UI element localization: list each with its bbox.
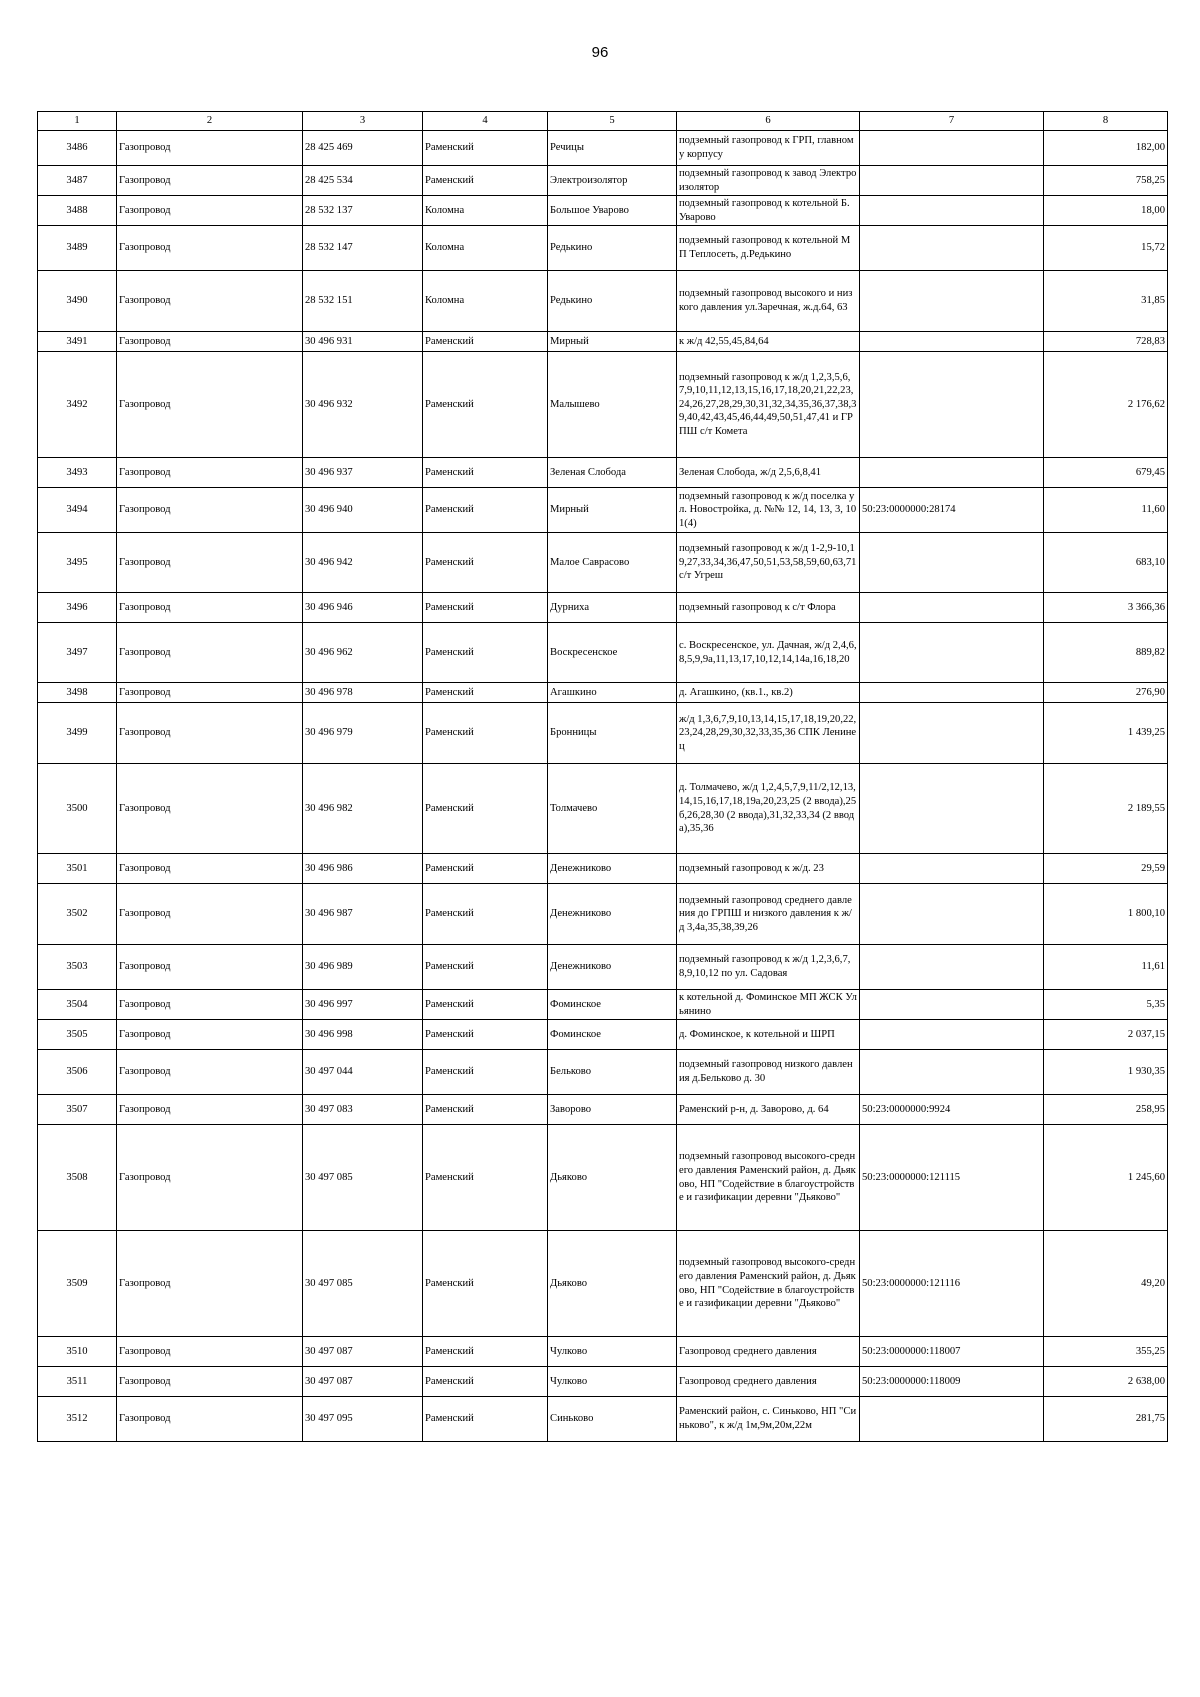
inventory-number-cell: 30 496 986 [303,854,423,884]
description-cell: Раменский р-н, д. Заворово, д. 64 [677,1095,860,1125]
locality-cell: Синьково [548,1397,677,1442]
length-value-cell: 182,00 [1044,131,1168,166]
cadastral-number-cell [860,332,1044,352]
table-row [38,1020,1168,1050]
inventory-number-cell: 30 497 083 [303,1095,423,1125]
description-cell: Раменский район, с. Синьково, НП "Синьково", к ж/д 1м,9м,20м,22м [677,1397,860,1442]
locality-cell: Дьяково [548,1125,677,1231]
description-cell: д. Толмачево, ж/д 1,2,4,5,7,9,11/2,12,13,14,15,16,17,18,19а,20,23,25 (2 ввода),25б,26,28,30 (2 ввода),31,32,33,34 (2 ввода),35,36 [677,764,860,854]
row-number-cell: 3498 [38,683,117,703]
column-header: 3 [303,112,423,131]
table-row [38,1231,1168,1337]
table-row [38,1337,1168,1367]
cadastral-number-cell [860,623,1044,683]
table-row [38,884,1168,945]
inventory-number-cell: 30 497 044 [303,1050,423,1095]
row-number-cell: 3494 [38,488,117,533]
row-number-cell: 3500 [38,764,117,854]
cadastral-number-cell: 50:23:0000000:118007 [860,1337,1044,1367]
cadastral-number-cell [860,1050,1044,1095]
object-type-cell: Газопровод [117,1397,303,1442]
description-cell: подземный газопровод к с/т Флора [677,593,860,623]
cadastral-number-cell [860,990,1044,1020]
description-cell: Газопровод среднего давления [677,1367,860,1397]
cadastral-number-cell [860,166,1044,196]
cadastral-number-cell [860,683,1044,703]
column-header: 5 [548,112,677,131]
object-type-cell: Газопровод [117,352,303,458]
inventory-number-cell: 30 497 087 [303,1367,423,1397]
cadastral-number-cell [860,271,1044,332]
description-cell: к ж/д 42,55,45,84,64 [677,332,860,352]
locality-cell: Чулково [548,1337,677,1367]
object-type-cell: Газопровод [117,1337,303,1367]
length-value-cell: 683,10 [1044,533,1168,593]
description-cell: подземный газопровод высокого-среднего давления Раменский район, д. Дьяково, НП "Содействие в благоустройстве и газификации деревни "Дьяково" [677,1231,860,1337]
row-number-cell: 3499 [38,703,117,764]
column-header: 7 [860,112,1044,131]
cadastral-number-cell: 50:23:0000000:118009 [860,1367,1044,1397]
table-row [38,623,1168,683]
page-number: 96 [591,44,609,61]
locality-cell: Фоминское [548,990,677,1020]
district-cell: Раменский [423,1020,548,1050]
object-type-cell: Газопровод [117,131,303,166]
district-cell: Раменский [423,488,548,533]
object-type-cell: Газопровод [117,533,303,593]
row-number-cell: 3492 [38,352,117,458]
inventory-number-cell: 28 532 137 [303,196,423,226]
district-cell: Коломна [423,226,548,271]
inventory-number-cell: 30 496 978 [303,683,423,703]
district-cell: Раменский [423,764,548,854]
column-header: 1 [38,112,117,131]
inventory-number-cell: 30 496 931 [303,332,423,352]
locality-cell: Большое Уварово [548,196,677,226]
table-row [38,533,1168,593]
district-cell: Раменский [423,352,548,458]
column-header: 6 [677,112,860,131]
object-type-cell: Газопровод [117,683,303,703]
locality-cell: Заворово [548,1095,677,1125]
table-row [38,593,1168,623]
table-row [38,1367,1168,1397]
object-type-cell: Газопровод [117,703,303,764]
inventory-number-cell: 30 496 998 [303,1020,423,1050]
object-type-cell: Газопровод [117,764,303,854]
cadastral-number-cell [860,131,1044,166]
cadastral-number-cell [860,703,1044,764]
object-type-cell: Газопровод [117,196,303,226]
table-row [38,854,1168,884]
inventory-number-cell: 30 496 942 [303,533,423,593]
cadastral-number-cell [860,764,1044,854]
description-cell: подземный газопровод высокого-среднего давления Раменский район, д. Дьяково, НП "Содействие в благоустройстве и газификации деревни "Дьяково" [677,1125,860,1231]
district-cell: Раменский [423,131,548,166]
object-type-cell: Газопровод [117,990,303,1020]
length-value-cell: 2 189,55 [1044,764,1168,854]
row-number-cell: 3493 [38,458,117,488]
gas-pipeline-table [37,111,1168,1442]
object-type-cell: Газопровод [117,945,303,990]
locality-cell: Редькино [548,271,677,332]
length-value-cell: 889,82 [1044,623,1168,683]
district-cell: Раменский [423,990,548,1020]
cadastral-number-cell [860,884,1044,945]
cadastral-number-cell [860,593,1044,623]
table-body [38,131,1168,1442]
row-number-cell: 3491 [38,332,117,352]
table-row [38,1397,1168,1442]
district-cell: Раменский [423,166,548,196]
inventory-number-cell: 30 496 932 [303,352,423,458]
object-type-cell: Газопровод [117,884,303,945]
row-number-cell: 3510 [38,1337,117,1367]
cadastral-number-cell [860,1397,1044,1442]
district-cell: Коломна [423,196,548,226]
column-header: 2 [117,112,303,131]
locality-cell: Агашкино [548,683,677,703]
description-cell: подземный газопровод среднего давления до ГРПШ и низкого давления к ж/д 3,4а,35,38,39,26 [677,884,860,945]
row-number-cell: 3486 [38,131,117,166]
length-value-cell: 1 930,35 [1044,1050,1168,1095]
table-row [38,990,1168,1020]
row-number-cell: 3508 [38,1125,117,1231]
description-cell: подземный газопровод к котельной МП Теплосеть, д.Редькино [677,226,860,271]
district-cell: Раменский [423,703,548,764]
district-cell: Раменский [423,593,548,623]
column-header: 4 [423,112,548,131]
table-row [38,1050,1168,1095]
inventory-number-cell: 30 496 987 [303,884,423,945]
row-number-cell: 3507 [38,1095,117,1125]
inventory-number-cell: 30 497 087 [303,1337,423,1367]
district-cell: Раменский [423,1367,548,1397]
inventory-number-cell: 30 496 989 [303,945,423,990]
locality-cell: Малышево [548,352,677,458]
length-value-cell: 5,35 [1044,990,1168,1020]
row-number-cell: 3496 [38,593,117,623]
locality-cell: Редькино [548,226,677,271]
table-row [38,945,1168,990]
row-number-cell: 3501 [38,854,117,884]
object-type-cell: Газопровод [117,1125,303,1231]
district-cell: Раменский [423,1050,548,1095]
inventory-number-cell: 30 496 982 [303,764,423,854]
row-number-cell: 3511 [38,1367,117,1397]
description-cell: подземный газопровод к ж/д 1,2,3,6,7,8,9,10,12 по ул. Садовая [677,945,860,990]
table-row [38,488,1168,533]
object-type-cell: Газопровод [117,854,303,884]
length-value-cell: 15,72 [1044,226,1168,271]
table-row [38,683,1168,703]
locality-cell: Денежниково [548,854,677,884]
row-number-cell: 3502 [38,884,117,945]
locality-cell: Зеленая Слобода [548,458,677,488]
table-row [38,166,1168,196]
locality-cell: Дурниха [548,593,677,623]
inventory-number-cell: 30 497 085 [303,1125,423,1231]
length-value-cell: 11,60 [1044,488,1168,533]
object-type-cell: Газопровод [117,1050,303,1095]
description-cell: д. Фоминское, к котельной и ШРП [677,1020,860,1050]
length-value-cell: 281,75 [1044,1397,1168,1442]
locality-cell: Дьяково [548,1231,677,1337]
object-type-cell: Газопровод [117,1095,303,1125]
district-cell: Раменский [423,1125,548,1231]
cadastral-number-cell: 50:23:0000000:121116 [860,1231,1044,1337]
inventory-number-cell: 30 496 937 [303,458,423,488]
cadastral-number-cell [860,1020,1044,1050]
length-value-cell: 3 366,36 [1044,593,1168,623]
inventory-number-cell: 30 497 085 [303,1231,423,1337]
locality-cell: Чулково [548,1367,677,1397]
object-type-cell: Газопровод [117,488,303,533]
object-type-cell: Газопровод [117,166,303,196]
description-cell: подземный газопровод высокого и низкого давления ул.Заречная, ж.д.64, 63 [677,271,860,332]
cadastral-number-cell [860,226,1044,271]
inventory-number-cell: 28 425 534 [303,166,423,196]
cadastral-number-cell: 50:23:0000000:9924 [860,1095,1044,1125]
table-row [38,332,1168,352]
length-value-cell: 2 638,00 [1044,1367,1168,1397]
inventory-number-cell: 30 496 940 [303,488,423,533]
locality-cell: Фоминское [548,1020,677,1050]
description-cell: подземный газопровод низкого давления д.Бельково д. 30 [677,1050,860,1095]
length-value-cell: 18,00 [1044,196,1168,226]
locality-cell: Бельково [548,1050,677,1095]
length-value-cell: 258,95 [1044,1095,1168,1125]
district-cell: Раменский [423,945,548,990]
row-number-cell: 3505 [38,1020,117,1050]
description-cell: с. Воскресенское, ул. Дачная, ж/д 2,4,6,8,5,9,9а,11,13,17,10,12,14,14а,16,18,20 [677,623,860,683]
table-row [38,271,1168,332]
length-value-cell: 758,25 [1044,166,1168,196]
district-cell: Раменский [423,884,548,945]
cadastral-number-cell [860,352,1044,458]
locality-cell: Мирный [548,332,677,352]
table-row [38,131,1168,166]
description-cell: подземный газопровод к ж/д 1-2,9-10,19,27,33,34,36,47,50,51,53,58,59,60,63,71 с/т Угреш [677,533,860,593]
length-value-cell: 679,45 [1044,458,1168,488]
table-row [38,196,1168,226]
cadastral-number-cell [860,945,1044,990]
length-value-cell: 1 245,60 [1044,1125,1168,1231]
description-cell: подземный газопровод к котельной Б.Уварово [677,196,860,226]
locality-cell: Воскресенское [548,623,677,683]
description-cell: ж/д 1,3,6,7,9,10,13,14,15,17,18,19,20,22,23,24,28,29,30,32,33,35,36 СПК Ленинец [677,703,860,764]
length-value-cell: 1 800,10 [1044,884,1168,945]
locality-cell: Денежниково [548,884,677,945]
cadastral-number-cell: 50:23:0000000:121115 [860,1125,1044,1231]
length-value-cell: 2 176,62 [1044,352,1168,458]
cadastral-number-cell [860,196,1044,226]
object-type-cell: Газопровод [117,332,303,352]
object-type-cell: Газопровод [117,593,303,623]
object-type-cell: Газопровод [117,623,303,683]
locality-cell: Мирный [548,488,677,533]
inventory-number-cell: 30 497 095 [303,1397,423,1442]
district-cell: Раменский [423,1231,548,1337]
object-type-cell: Газопровод [117,1231,303,1337]
locality-cell: Толмачево [548,764,677,854]
district-cell: Раменский [423,1337,548,1367]
object-type-cell: Газопровод [117,1367,303,1397]
locality-cell: Малое Саврасово [548,533,677,593]
locality-cell: Речицы [548,131,677,166]
inventory-number-cell: 30 496 997 [303,990,423,1020]
cadastral-number-cell [860,854,1044,884]
district-cell: Раменский [423,533,548,593]
inventory-number-cell: 30 496 979 [303,703,423,764]
inventory-number-cell: 30 496 962 [303,623,423,683]
description-cell: подземный газопровод к ж/д. 23 [677,854,860,884]
district-cell: Раменский [423,332,548,352]
locality-cell: Денежниково [548,945,677,990]
row-number-cell: 3489 [38,226,117,271]
row-number-cell: 3487 [38,166,117,196]
description-cell: д. Агашкино, (кв.1., кв.2) [677,683,860,703]
inventory-number-cell: 30 496 946 [303,593,423,623]
row-number-cell: 3497 [38,623,117,683]
length-value-cell: 355,25 [1044,1337,1168,1367]
row-number-cell: 3503 [38,945,117,990]
description-cell: подземный газопровод к ж/д поселка ул. Новостройка, д. №№ 12, 14, 13, 3, 101(4) [677,488,860,533]
description-cell: подземный газопровод к ГРП, главному корпусу [677,131,860,166]
description-cell: подземный газопровод к ж/д 1,2,3,5,6,7,9,10,11,12,13,15,16,17,18,20,21,22,23,24,26,27,28,29,30,31,32,34,35,36,37,38,39,40,42,43,45,46,44,49,50,51,47,41 и ГРПШ с/т Комета [677,352,860,458]
length-value-cell: 29,59 [1044,854,1168,884]
row-number-cell: 3509 [38,1231,117,1337]
description-cell: подземный газопровод к завод Электроизолятор [677,166,860,196]
district-cell: Коломна [423,271,548,332]
object-type-cell: Газопровод [117,458,303,488]
inventory-number-cell: 28 425 469 [303,131,423,166]
row-number-cell: 3488 [38,196,117,226]
row-number-cell: 3506 [38,1050,117,1095]
district-cell: Раменский [423,683,548,703]
row-number-cell: 3490 [38,271,117,332]
length-value-cell: 31,85 [1044,271,1168,332]
locality-cell: Электроизолятор [548,166,677,196]
length-value-cell: 11,61 [1044,945,1168,990]
table-row [38,1095,1168,1125]
column-header: 8 [1044,112,1168,131]
inventory-number-cell: 28 532 151 [303,271,423,332]
cadastral-number-cell [860,533,1044,593]
object-type-cell: Газопровод [117,1020,303,1050]
length-value-cell: 1 439,25 [1044,703,1168,764]
table-row [38,352,1168,458]
table-row [38,1125,1168,1231]
length-value-cell: 276,90 [1044,683,1168,703]
table-row [38,703,1168,764]
object-type-cell: Газопровод [117,226,303,271]
row-number-cell: 3504 [38,990,117,1020]
description-cell: Зеленая Слобода, ж/д 2,5,6,8,41 [677,458,860,488]
table-row [38,764,1168,854]
district-cell: Раменский [423,623,548,683]
object-type-cell: Газопровод [117,271,303,332]
table-row [38,458,1168,488]
district-cell: Раменский [423,1095,548,1125]
description-cell: Газопровод среднего давления [677,1337,860,1367]
cadastral-number-cell [860,458,1044,488]
cadastral-number-cell: 50:23:0000000:28174 [860,488,1044,533]
table-row [38,226,1168,271]
locality-cell: Бронницы [548,703,677,764]
inventory-number-cell: 28 532 147 [303,226,423,271]
description-cell: к котельной д. Фоминское МП ЖСК Ульянино [677,990,860,1020]
length-value-cell: 728,83 [1044,332,1168,352]
length-value-cell: 49,20 [1044,1231,1168,1337]
district-cell: Раменский [423,854,548,884]
district-cell: Раменский [423,1397,548,1442]
length-value-cell: 2 037,15 [1044,1020,1168,1050]
district-cell: Раменский [423,458,548,488]
row-number-cell: 3512 [38,1397,117,1442]
header-row [38,112,1168,131]
row-number-cell: 3495 [38,533,117,593]
